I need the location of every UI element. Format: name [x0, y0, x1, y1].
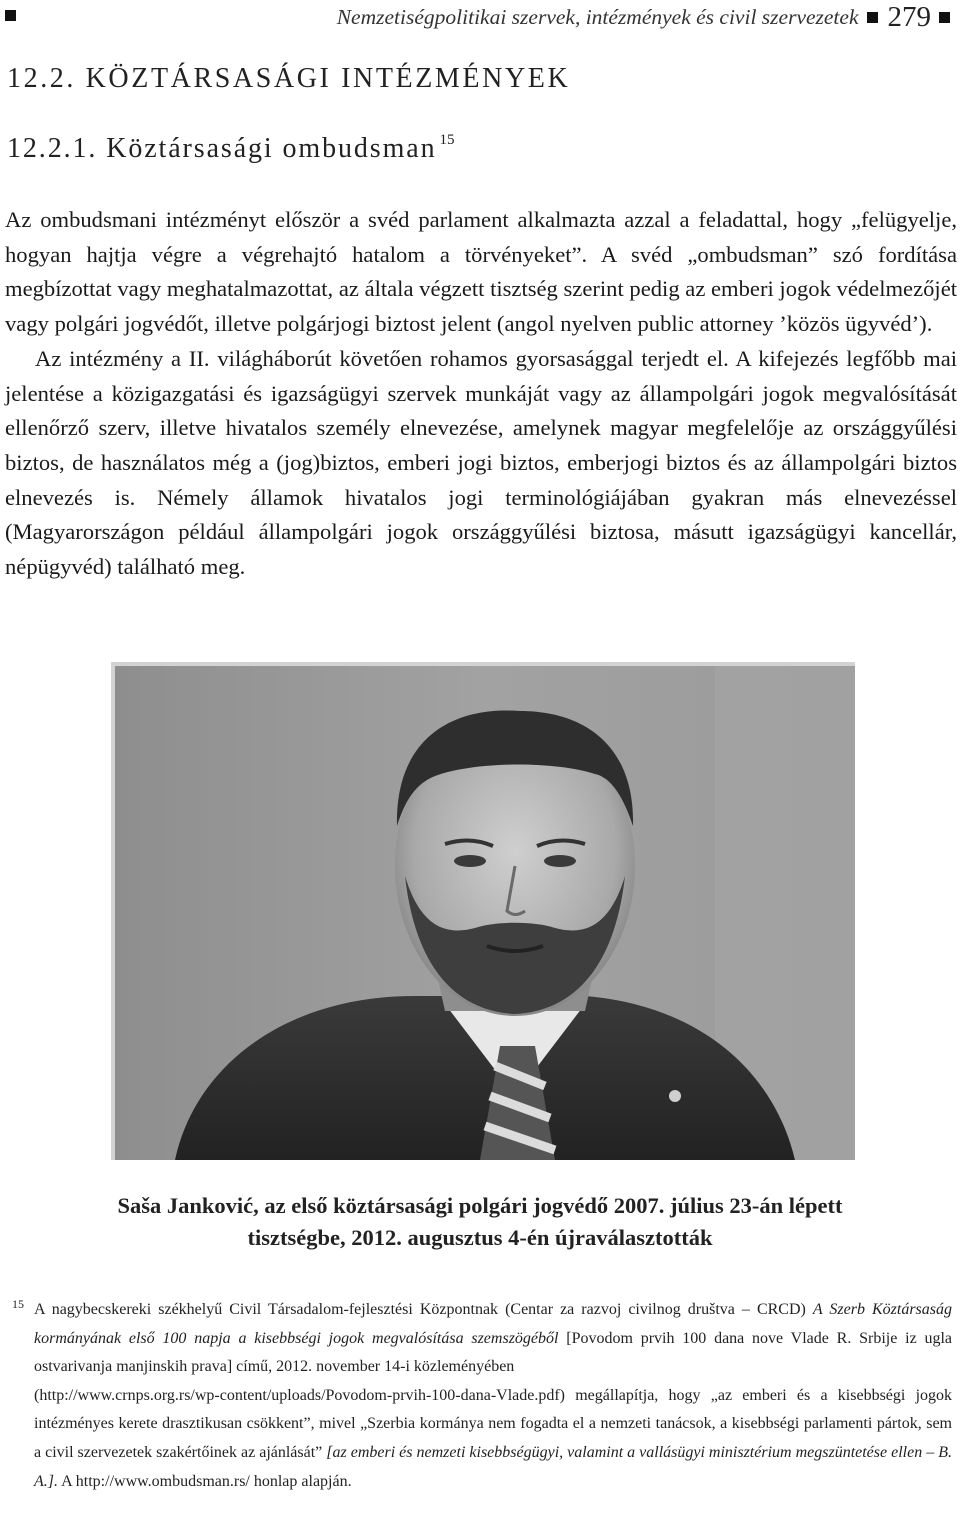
footnote-bracket-italic: [az emberi és nemzeti kisebbségügyi, valamint a vallásügyi minisztérium megszüntetése ellen – B. A.].: [34, 1443, 952, 1490]
paragraph-1: Az ombudsmani intézményt először a svéd parlament alkalmazta azzal a feladattal, hogy „felügyelje, hogyan hajtja végre a végrehajtó hatalom a törvényeket”. A svéd „ombudsman” szó fordítása megbízottat vagy meghatalmazottat, az általa végzett tisztség szerint pedig az emberi jogok védelmezőjét vagy polgári jogvédőt, illetve polgárjogi biztost jelent (angol nyelven public attorney ’közös ügyvéd’).: [5, 207, 957, 337]
footnote-part-2: [Povodom prvih 100 dana nove Vlade R. Srbije iz ugla ostvarivanja manjinskih prava] című, 2012. november 14-i közleményében: [34, 1329, 952, 1376]
footnote-title-italic: A Szerb Köztársaság kormányának első 100 napja a kisebbségi jogok megvalósítása szemszögéből: [34, 1301, 952, 1347]
footnote-url-line: (http://www.crnps.org.rs/wp-content/uploads/Povodom-prvih-100-dana-Vlade.pdf) megállapítja, hogy „az emberi: [34, 1386, 787, 1404]
header-square-left: [5, 10, 16, 21]
section-title: 12.2. KÖZTÁRSASÁGI INTÉZMÉNYEK: [7, 63, 571, 94]
subsection-title-text: 12.2.1. Köztársasági ombudsman: [7, 133, 437, 164]
running-head: [337, 0, 950, 35]
photo-caption: [40, 1190, 920, 1254]
page-number: 279: [887, 1, 931, 33]
footnote-ref: 15: [439, 132, 455, 148]
caption-line-2: tisztségbe, 2012. augusztus 4-én újraválasztották: [247, 1225, 713, 1250]
running-head-text: Nemzetiségpolitikai szervek, intézmények és civil szervezetek: [336, 5, 859, 29]
footnote-part-4: A http://www.ombudsman.rs/ honlap alapján.: [58, 1472, 352, 1490]
caption-line-1: Saša Janković, az első köztársasági polgári jogvédő 2007. július 23-án lépett: [117, 1193, 843, 1218]
portrait-illustration: [115, 666, 855, 1160]
header-square: [867, 12, 878, 23]
footnote-text: [34, 1296, 952, 1496]
header-square-right: [939, 12, 950, 23]
footnote-number: 15: [12, 1297, 24, 1311]
paragraph-2: Az intézmény a II. világháborút követően rohamos gyorsasággal terjedt el. A kifejezés legfőbb mai jelentése a közigazgatási és igazságügyi szervek munkáját vagy az állampolgári jogok megvalósítását ellenőrző szerv, illetve hivatalos személy elnevezése, amelynek magyar megfelelője az országgyűlési biztos, de használatos még a (jog)biztos, emberi jogi biztos, emberjogi biztos és az állampolgári biztos elnevezés is. Némely államok hivatalos jogi terminológiájában gyakran más elnevezéssel (Magyarországon például állampolgári jogok országgyűlési biztosa, másutt igazságügyi kancellár, népügyvéd) található meg.: [5, 345, 957, 580]
body-text: [5, 203, 957, 585]
footnote: [10, 1296, 952, 1496]
portrait-photo: [111, 662, 855, 1160]
footnote-part-1: A nagybecskereki székhelyű Civil Társadalom-fejlesztési Központnak (Centar za razvoj civilnog društva – CRCD): [34, 1301, 813, 1318]
subsection-title: [7, 132, 455, 165]
footnote-part-3: és a kisebbségi jogok intézményes kerete drasztikusan csökkent”, mivel „Szerbia kormánya nem fogadta el a nemzeti tanácsok, a kisebbségi parlamenti pártok, sem a civil szervezetek szakértőinek az ajánlását”: [34, 1386, 953, 1461]
